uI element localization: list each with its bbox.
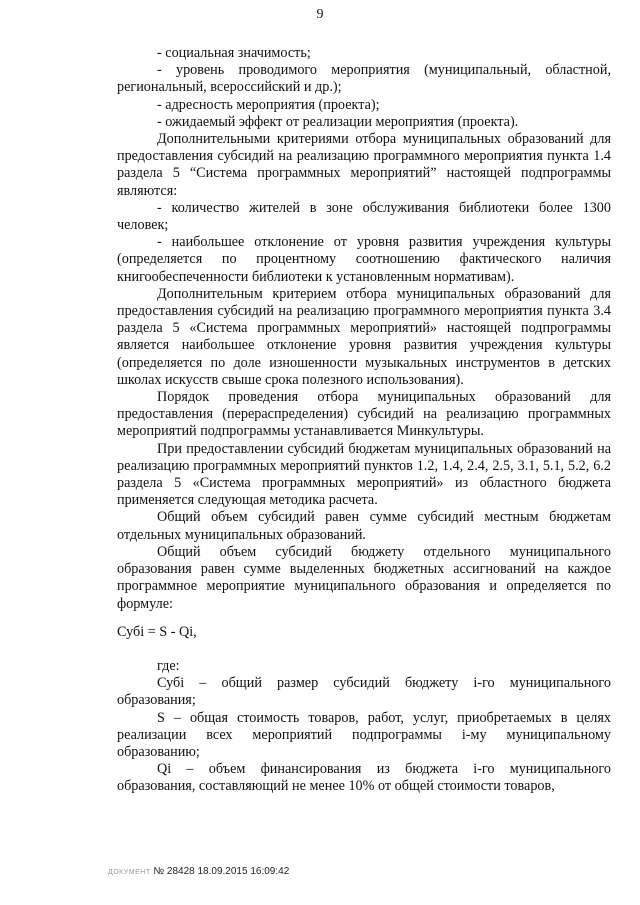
formula-definition: S – общая стоимость товаров, работ, услуг, приобретаемых в целях реализации всех мероприятий подпрограммы i-му муниципальному образованию; xyxy=(117,709,611,760)
body-paragraph: Дополнительным критерием отбора муниципальных образований для предоставления субсидий на реализацию программного мероприятия пункта 3.4 раздела 5 «Система программных мероприятий» настоящей подпрограммы является наибольшее отклонение уровня развития учреждения культуры (определяется по доле изношенности музыкальных инструментов в детских школах искусств свыше срока полезного использования). xyxy=(117,285,611,388)
bullet-paragraph: - социальная значимость; xyxy=(157,45,311,61)
body-paragraph: Общий объем субсидий бюджету отдельного муниципального образования равен сумме выделенных бюджетных ассигнований на каждое программное мероприятие муниципального образования и определяется по формуле: xyxy=(117,543,611,612)
body-paragraph: Общий объем субсидий равен сумме субсидий местным бюджетам отдельных муниципальных образований. xyxy=(117,509,611,543)
bullet-paragraph: - ожидаемый эффект от реализации мероприятия (проекта). xyxy=(157,113,519,130)
body-paragraph: Порядок проведения отбора муниципальных образований для предоставления (перераспределения) субсидий на реализацию программных мероприятий подпрограммы устанавливается Минкультуры. xyxy=(117,389,611,440)
page-number: 9 xyxy=(316,7,324,22)
document-registration: № 28428 18.09.2015 16:09:42 xyxy=(153,866,290,877)
formula-definition: Субi – общий размер субсидий бюджету i-го муниципального образования; xyxy=(117,675,611,709)
formula-definition: Qi – объем финансирования из бюджета i-го муниципального образования, составляющий не менее 10% от общей стоимости товаров, xyxy=(117,761,611,795)
document-body xyxy=(117,45,611,796)
bullet-paragraph: - наибольшее отклонение от уровня развития учреждения культуры (определяется по процентному соотношению фактического наличия книгообеспеченности библиотеки к установленным нормативам). xyxy=(117,234,611,285)
formula-where-label: где: xyxy=(157,657,180,674)
document-footer xyxy=(108,863,289,881)
bullet-paragraph: - адресность мероприятия (проекта); xyxy=(157,96,380,113)
document-stamp: ДОКУМЕНТ xyxy=(108,869,151,876)
bullet-paragraph: - уровень проводимого мероприятия (муниципальный, областной, региональный, всероссийский и др.); xyxy=(117,62,611,96)
body-paragraph: При предоставлении субсидий бюджетам муниципальных образований на реализацию программных мероприятий пунктов 1.2, 1.4, 2.4, 2.5, 3.1, 5.1, 5.2, 6.2 раздела 5 «Система программных мероприятий» из областного бюджета применяется следующая методика расчета. xyxy=(117,440,611,509)
formula: Субi = S - Qi, xyxy=(117,623,197,640)
bullet-paragraph: - количество жителей в зоне обслуживания библиотеки более 1300 человек; xyxy=(117,199,611,234)
body-paragraph: Дополнительными критериями отбора муниципальных образований для предоставления субсидий на реализацию программного мероприятия пункта 1.4 раздела 5 “Система программных мероприятий” настоящей подпрограммы являются: xyxy=(117,131,611,199)
